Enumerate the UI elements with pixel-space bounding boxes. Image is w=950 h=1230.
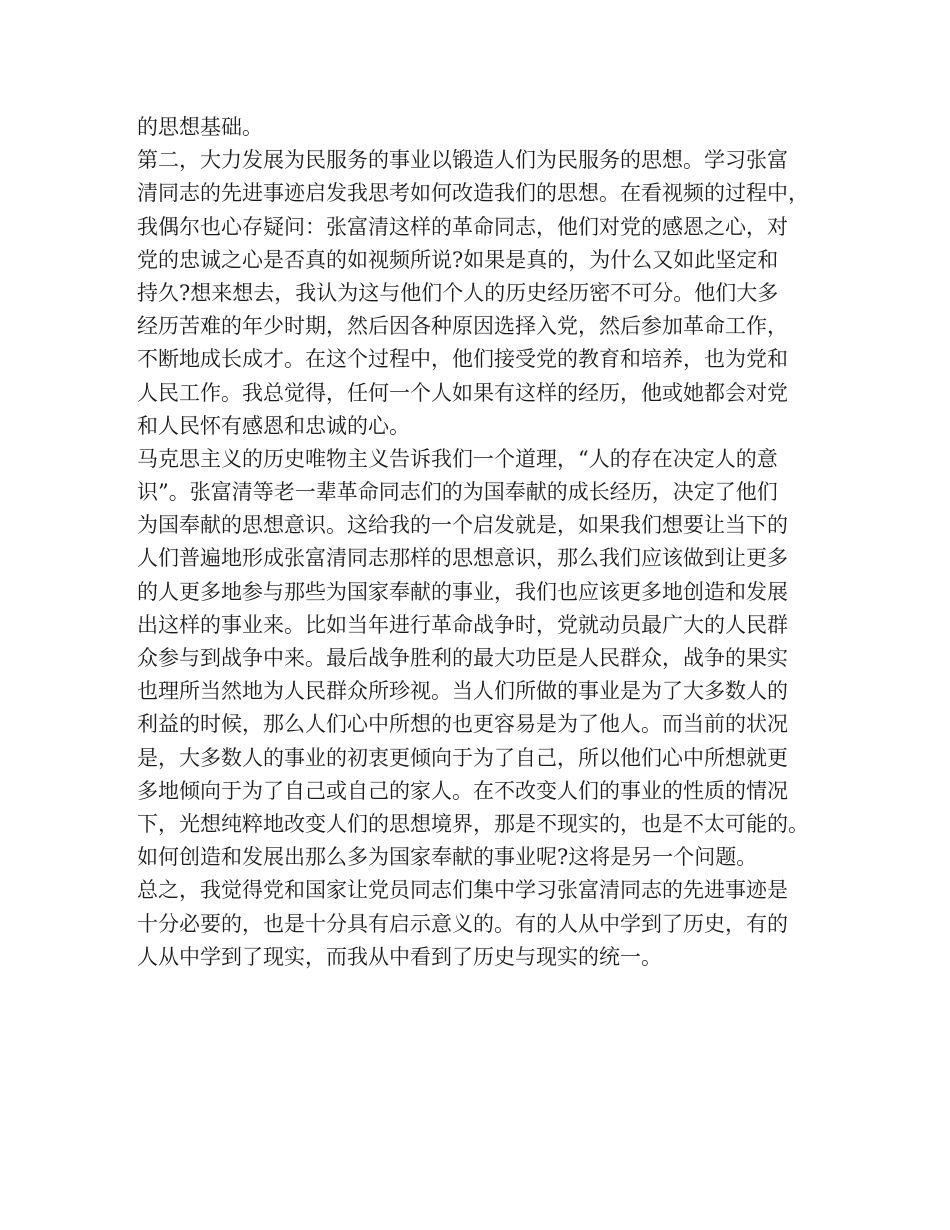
text-line: 出这样的事业来。比如当年进行革命战争时，党就动员最广大的人民群 — [137, 612, 788, 637]
text-line: 持久?想来想去，我认为这与他们个人的历史经历密不可分。他们大多 — [137, 280, 779, 305]
text-line: 党的忠诚之心是否真的如视频所说?如果是真的，为什么又如此坚定和 — [137, 247, 779, 272]
text-line: 马克思主义的历史唯物主义告诉我们一个道理，“人的存在决定人的意 — [137, 446, 778, 471]
text-line: 识”。张富清等老一辈革命同志们的为国奉献的成长经历，决定了他们 — [137, 480, 778, 505]
body-text — [137, 111, 827, 974]
text-line: 不断地成长成才。在这个过程中，他们接受党的教育和培养，也为党和 — [137, 347, 788, 372]
text-line: 多地倾向于为了自己或自己的家人。在不改变人们的事业的性质的情况 — [137, 778, 788, 803]
text-line: 的思想基础。 — [137, 115, 263, 139]
text-line: 和人民怀有感恩和忠诚的心。 — [137, 413, 410, 438]
text-line: 总之，我觉得党和国家让党员同志们集中学习张富清同志的先进事迹是 — [137, 878, 788, 903]
text-line: 众参与到战争中来。最后战争胜利的最大功臣是人民群众，战争的果实 — [137, 646, 788, 670]
text-line: 是，大多数人的事业的初衷更倾向于为了自己，所以他们心中所想就更 — [137, 745, 788, 770]
text-line: 下，光想纯粹地改变人们的思想境界，那是不现实的，也是不太可能的。 — [137, 811, 809, 836]
text-line: 为国奉献的思想意识。这给我的一个启发就是，如果我们想要让当下的 — [137, 513, 788, 538]
text-line: 的人更多地参与那些为国家奉献的事业，我们也应该更多地创造和发展 — [137, 579, 788, 604]
text-line: 经历苦难的年少时期，然后因各种原因选择入党，然后参加革命工作， — [137, 314, 788, 339]
text-line: 人民工作。我总觉得，任何一个人如果有这样的经历，他或她都会对党 — [137, 380, 788, 405]
text-line: 十分必要的，也是十分具有启示意义的。有的人从中学到了历史，有的 — [137, 911, 788, 936]
text-line: 人们普遍地形成张富清同志那样的思想意识，那么我们应该做到让更多 — [137, 546, 788, 571]
text-line: 也理所当然地为人民群众所珍视。当人们所做的事业是为了大多数人的 — [137, 679, 788, 704]
text-line: 我偶尔也心存疑问：张富清这样的革命同志，他们对党的感恩之心，对 — [137, 214, 788, 239]
text-line: 如何创造和发展出那么多为国家奉献的事业呢?这将是另一个问题。 — [137, 845, 758, 870]
text-line: 人从中学到了现实，而我从中看到了历史与现实的统一。 — [137, 944, 662, 969]
text-line: 清同志的先进事迹启发我思考如何改造我们的思想。在看视频的过程中， — [137, 181, 809, 206]
text-line: 利益的时候，那么人们心中所想的也更容易是为了他人。而当前的状况 — [137, 712, 788, 737]
text-line: 第二，大力发展为民服务的事业以锻造人们为民服务的思想。学习张富 — [137, 148, 788, 173]
